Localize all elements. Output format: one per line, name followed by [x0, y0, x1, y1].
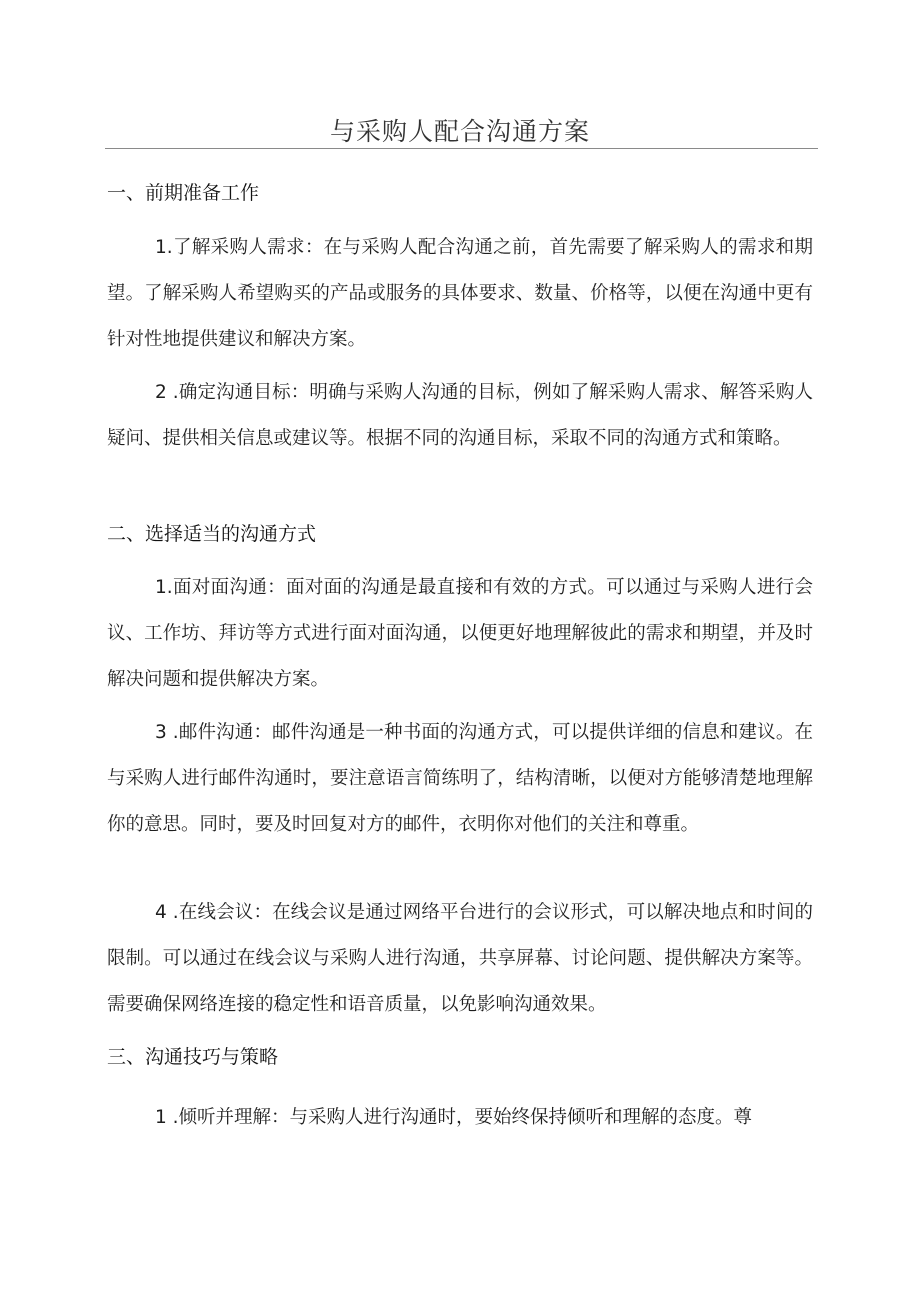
- paragraph-number: 1 .: [155, 1107, 179, 1128]
- paragraph-text: 邮件沟通：邮件沟通是一种书面的沟通方式，可以提供详细的信息和建议。在与采购人进行邮件沟通时，要注意语言简练明了，结构清晰，以便对方能够清楚地理解你的意思。同时，要及时回复对方的邮件，衣明你对他们的关注和尊重。: [107, 722, 813, 835]
- paragraph-email: [107, 710, 813, 848]
- paragraph-face-to-face: [107, 565, 813, 703]
- paragraph-understand-needs: [107, 225, 813, 363]
- paragraph-number: 4 .: [155, 902, 179, 923]
- paragraph-listen: [107, 1095, 813, 1141]
- paragraph-text: 在线会议：在线会议是通过网络平台进行的会议形式，可以解决地点和时间的限制。可以通过在线会议与采购人进行沟通，共享屏幕、讨论问题、提供解决方案等。需要确保网络连接的稳定性和语音质量，以免影响沟通效果。: [107, 902, 813, 1015]
- paragraph-online-meeting: [107, 890, 813, 1028]
- paragraph-text: 倾听并理解：与采购人进行沟通时，要始终保持倾听和理解的态度。尊: [178, 1107, 753, 1128]
- paragraph-text: 了解采购人需求：在与采购人配合沟通之前，首先需要了解采购人的需求和期望。了解采购人希望购买的产品或服务的具体要求、数量、价格等，以便在沟通中更有针对性地提供建议和解决方案。: [107, 237, 813, 350]
- section-heading-skills: 三、沟通技巧与策略: [107, 1046, 279, 1068]
- document-title: 与采购人配合沟通方案: [329, 117, 590, 146]
- section-heading-methods: 二、选择适当的沟通方式: [107, 523, 317, 545]
- paragraph-define-goals: [107, 370, 813, 462]
- paragraph-number: 2 .: [155, 382, 179, 403]
- paragraph-text: 确定沟通目标：明确与采购人沟通的目标，例如了解采购人需求、解答采购人疑问、提供相关信息或建议等。根据不同的沟通目标，采取不同的沟通方式和策略。: [107, 382, 813, 449]
- title-divider: [105, 148, 818, 149]
- paragraph-number: 3 .: [155, 722, 179, 743]
- paragraph-text: 面对面沟通：面对面的沟通是最直接和有效的方式。可以通过与采购人进行会议、工作坊、拜访等方式进行面对面沟通，以便更好地理解彼此的需求和期望，并及时解决问题和提供解决方案。: [107, 577, 813, 690]
- paragraph-number: 1.: [155, 237, 173, 258]
- paragraph-number: 1.: [155, 577, 173, 598]
- section-heading-preparation: 一、前期准备工作: [107, 182, 260, 204]
